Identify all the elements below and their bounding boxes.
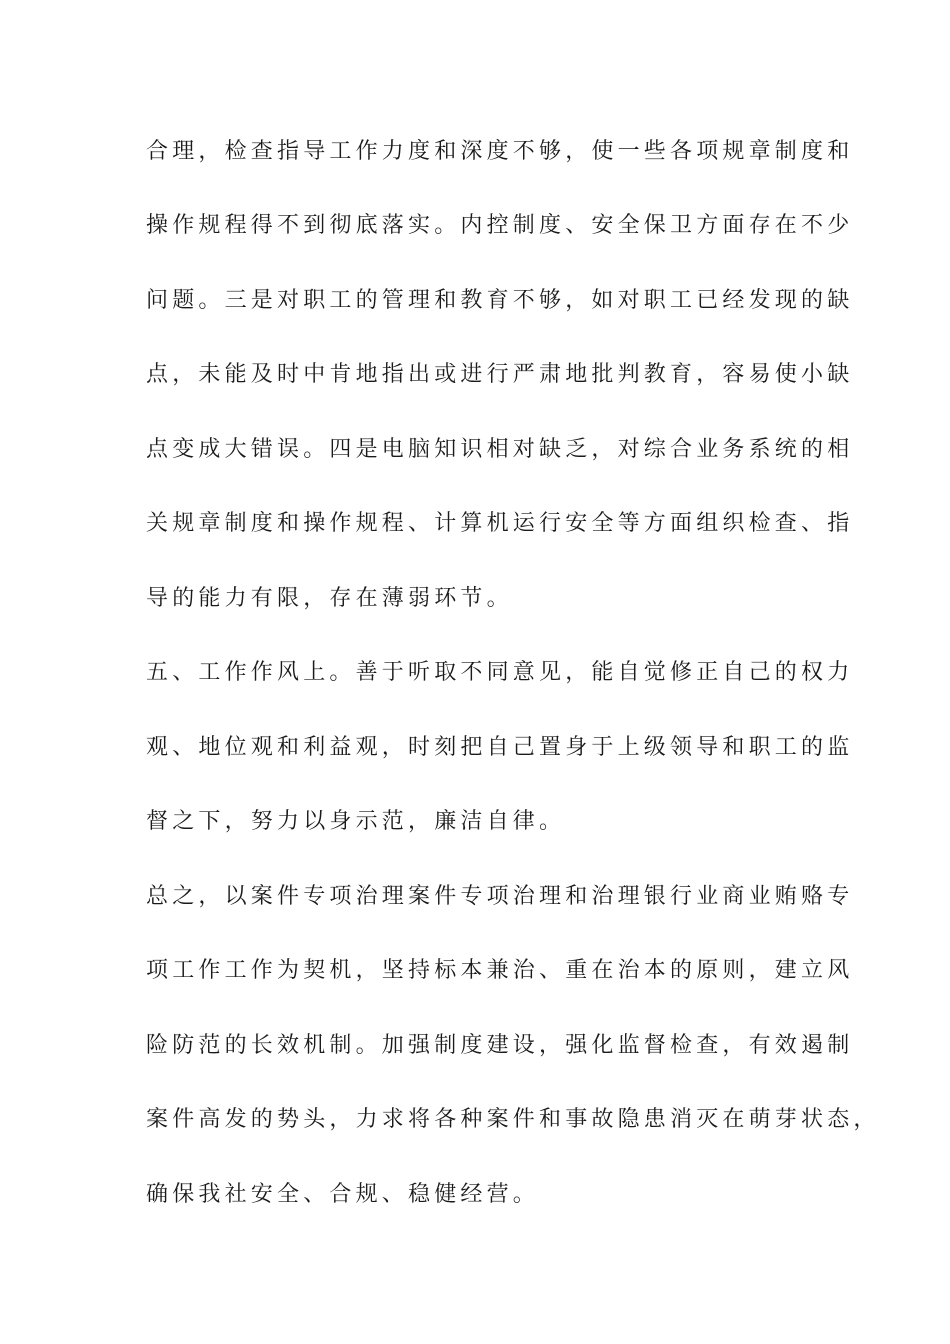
text-line: 总之，以案件专项治理案件专项治理和治理银行业商业贿赂专 [146,884,854,909]
text-line: 案件高发的势头，力求将各种案件和事故隐患消灭在萌芽状态， [146,1107,880,1132]
text-line: 项工作工作为契机，坚持标本兼治、重在治本的原则，建立风 [146,958,854,983]
text-line: 点，未能及时中肯地指出或进行严肃地批判教育，容易使小缺 [146,362,854,387]
text-line: 督之下，努力以身示范，廉洁自律。 [146,809,566,834]
text-line: 点变成大错误。四是电脑知识相对缺乏，对综合业务系统的相 [146,437,854,462]
text-line: 操作规程得不到彻底落实。内控制度、安全保卫方面存在不少 [146,213,854,238]
text-line: 关规章制度和操作规程、计算机运行安全等方面组织检查、指 [146,511,854,536]
text-line: 合理，检查指导工作力度和深度不够，使一些各项规章制度和 [146,139,854,164]
text-line: 险防范的长效机制。加强制度建设，强化监督检查，有效遏制 [146,1033,854,1058]
text-line: 导的能力有限，存在薄弱环节。 [146,586,513,611]
text-line: 五、工作作风上。善于听取不同意见，能自觉修正自己的权力 [146,660,854,685]
text-line: 问题。三是对职工的管理和教育不够，如对职工已经发现的缺 [146,288,854,313]
text-line: 确保我社安全、合规、稳健经营。 [146,1182,540,1207]
text-line: 观、地位观和利益观，时刻把自己置身于上级领导和职工的监 [146,735,854,760]
